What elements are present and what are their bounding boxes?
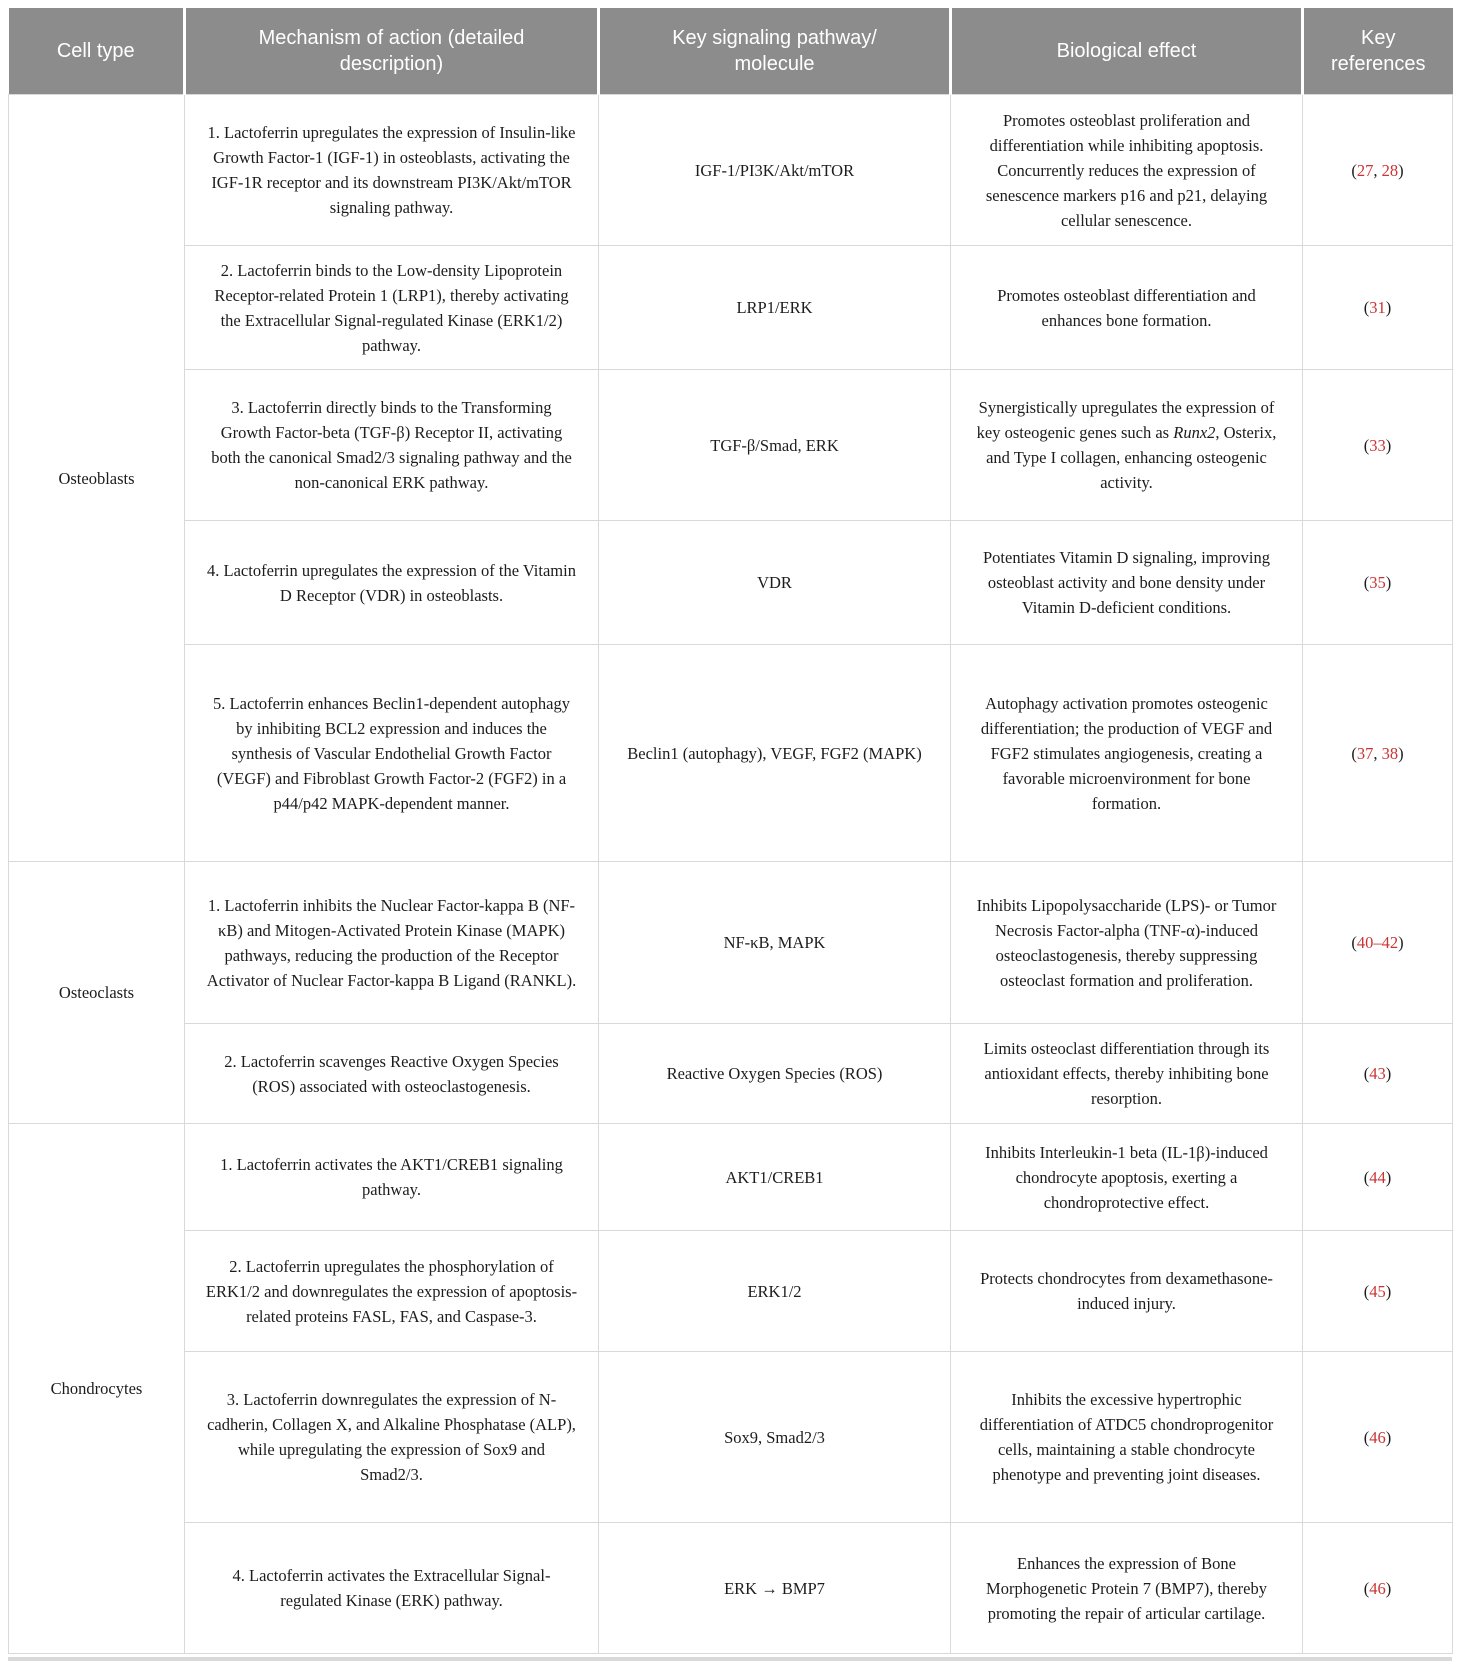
header-pathway-label: Key signaling pathway/ molecule [672, 27, 877, 75]
key-references-cell [1303, 645, 1453, 862]
biological-effect-cell: Enhances the expression of Bone Morphogenetic Protein 7 (BMP7), thereby promoting the repair of articular cartilage. [951, 1523, 1303, 1654]
table-row [9, 862, 1453, 1024]
table-row [9, 1352, 1453, 1523]
reference-punctuation: ( [1363, 1064, 1370, 1083]
mechanism-table [8, 8, 1453, 1654]
pathway-cell: IGF-1/PI3K/Akt/mTOR [599, 95, 951, 246]
reference-link[interactable]: 33 [1369, 435, 1386, 455]
mechanism-cell: 2. Lactoferrin upregulates the phosphorylation of ERK1/2 and downregulates the expression of apoptosis-related proteins FASL, FAS, and Caspase-3. [185, 1231, 599, 1352]
reference-punctuation: ( [1351, 933, 1357, 952]
reference-punctuation: ( [1363, 1578, 1370, 1598]
table-row [9, 95, 1453, 246]
key-references-cell [1303, 862, 1453, 1024]
mechanism-cell: 4. Lactoferrin upregulates the expression of the Vitamin D Receptor (VDR) in osteoblasts. [185, 521, 599, 645]
mechanism-cell: 1. Lactoferrin inhibits the Nuclear Factor-kappa B (NF-κB) and Mitogen-Activated Protein Kinase (MAPK) pathways, reducing the production of the Receptor Activator of Nuclear Factor-kappa B Ligand (RANKL). [185, 862, 599, 1024]
mechanism-cell: 2. Lactoferrin binds to the Low-density Lipoprotein Receptor-related Protein 1 (LRP1), thereby activating the Extracellular Signal-regulated Kinase (ERK1/2) pathway. [185, 246, 599, 370]
reference-punctuation: ( [1363, 1167, 1370, 1187]
key-references-cell [1303, 1352, 1453, 1523]
reference-punctuation: ) [1385, 1427, 1392, 1447]
reference-punctuation: ( [1363, 435, 1370, 455]
reference-punctuation: ) [1385, 435, 1392, 455]
biological-effect-cell: Promotes osteoblast proliferation and differentiation while inhibiting apoptosis. Concurrently reduces the expression of senescence markers p16 and p21, delaying cellular senescence. [951, 95, 1303, 246]
reference-link[interactable]: 43 [1369, 1064, 1386, 1083]
header-cell-type [9, 8, 185, 95]
reference-link[interactable]: 37 [1356, 743, 1374, 763]
pathway-cell: LRP1/ERK [599, 246, 951, 370]
reference-punctuation: ) [1385, 573, 1392, 592]
biological-effect-cell: Inhibits Interleukin-1 beta (IL-1β)-induced chondrocyte apoptosis, exerting a chondroprotective effect. [951, 1124, 1303, 1231]
header-cell-type-label: Cell type [56, 40, 135, 62]
biological-effect-cell: Limits osteoclast differentiation through its antioxidant effects, thereby inhibiting bone resorption. [951, 1024, 1303, 1124]
header-mechanism-label: Mechanism of action (detailed description) [258, 27, 525, 75]
reference-punctuation: ( [1363, 298, 1370, 317]
reference-punctuation: ) [1385, 1281, 1392, 1301]
key-references-cell [1303, 521, 1453, 645]
key-references-cell [1303, 95, 1453, 246]
reference-punctuation: ) [1398, 933, 1404, 952]
header-references [1303, 8, 1453, 95]
pathway-cell: Reactive Oxygen Species (ROS) [599, 1024, 951, 1124]
reference-punctuation: , [1373, 743, 1382, 763]
table-row [9, 1024, 1453, 1124]
key-references-cell [1303, 1231, 1453, 1352]
cell-type-label-chondrocytes: Chondrocytes [9, 1124, 185, 1654]
biological-effect-cell: Protects chondrocytes from dexamethasone-induced injury. [951, 1231, 1303, 1352]
mechanism-cell: 5. Lactoferrin enhances Beclin1-dependent autophagy by inhibiting BCL2 expression and induces the synthesis of Vascular Endothelial Growth Factor (VEGF) and Fibroblast Growth Factor-2 (FGF2) in a p44/p42 MAPK-dependent manner. [185, 645, 599, 862]
header-row [9, 8, 1453, 95]
reference-punctuation: ( [1351, 743, 1357, 763]
key-references-cell [1303, 1523, 1453, 1654]
reference-link[interactable]: 28 [1381, 160, 1399, 180]
table-bottom-rule [8, 1657, 1452, 1661]
header-effect-label: Biological effect [1056, 40, 1197, 62]
pathway-cell: VDR [599, 521, 951, 645]
table-row [9, 1231, 1453, 1352]
biological-effect-cell: Synergistically upregulates the expression of key osteogenic genes such as Runx2, Osterix, and Type I collagen, enhancing osteogenic activity. [951, 370, 1303, 521]
reference-punctuation: ) [1385, 1578, 1392, 1598]
reference-punctuation: ) [1398, 160, 1404, 180]
biological-effect-cell: Inhibits the excessive hypertrophic differentiation of ATDC5 chondroprogenitor cells, maintaining a stable chondrocyte phenotype and preventing joint diseases. [951, 1352, 1303, 1523]
biological-effect-cell: Promotes osteoblast differentiation and enhances bone formation. [951, 246, 1303, 370]
reference-link[interactable]: 45 [1369, 1281, 1386, 1301]
pathway-cell: Beclin1 (autophagy), VEGF, FGF2 (MAPK) [599, 645, 951, 862]
pathway-cell: ERK1/2 [599, 1231, 951, 1352]
cell-type-label-osteoblasts: Osteoblasts [9, 95, 185, 862]
table-row [9, 645, 1453, 862]
biological-effect-cell: Autophagy activation promotes osteogenic differentiation; the production of VEGF and FGF2 stimulates angiogenesis, creating a favorable microenvironment for bone formation. [951, 645, 1303, 862]
key-references-cell [1303, 1024, 1453, 1124]
reference-link[interactable]: 44 [1369, 1167, 1386, 1187]
mechanism-cell: 3. Lactoferrin downregulates the expression of N-cadherin, Collagen X, and Alkaline Phosphatase (ALP), while upregulating the expression of Sox9 and Smad2/3. [185, 1352, 599, 1523]
header-mechanism [185, 8, 599, 95]
table-row [9, 1124, 1453, 1231]
reference-link[interactable]: 46 [1369, 1578, 1386, 1598]
key-references-cell [1303, 1124, 1453, 1231]
biological-effect-cell: Inhibits Lipopolysaccharide (LPS)- or Tumor Necrosis Factor-alpha (TNF-α)-induced osteoclastogenesis, thereby suppressing osteoclast formation and proliferation. [951, 862, 1303, 1024]
pathway-cell: TGF-β/Smad, ERK [599, 370, 951, 521]
reference-punctuation: ) [1385, 298, 1392, 317]
reference-link[interactable]: 38 [1381, 743, 1399, 763]
table-row [9, 370, 1453, 521]
reference-punctuation: ) [1398, 743, 1404, 763]
header-effect [951, 8, 1303, 95]
biological-effect-cell: Potentiates Vitamin D signaling, improving osteoblast activity and bone density under Vitamin D-deficient conditions. [951, 521, 1303, 645]
key-references-cell [1303, 246, 1453, 370]
pathway-cell: Sox9, Smad2/3 [599, 1352, 951, 1523]
table-header [9, 8, 1453, 95]
mechanism-cell: 4. Lactoferrin activates the Extracellular Signal-regulated Kinase (ERK) pathway. [185, 1523, 599, 1654]
reference-punctuation: ) [1385, 1064, 1392, 1083]
cell-type-label-osteoclasts: Osteoclasts [9, 862, 185, 1124]
reference-punctuation: ( [1363, 573, 1370, 592]
key-references-cell [1303, 370, 1453, 521]
mechanism-cell: 1. Lactoferrin upregulates the expression of Insulin-like Growth Factor-1 (IGF-1) in osteoblasts, activating the IGF-1R receptor and its downstream PI3K/Akt/mTOR signaling pathway. [185, 95, 599, 246]
reference-link[interactable]: 40–42 [1356, 933, 1399, 952]
table-row [9, 521, 1453, 645]
reference-link[interactable]: 27 [1356, 160, 1374, 180]
italic-gene-name: Runx2 [1173, 423, 1216, 442]
mechanism-cell: 1. Lactoferrin activates the AKT1/CREB1 signaling pathway. [185, 1124, 599, 1231]
reference-link[interactable]: 35 [1369, 573, 1386, 592]
reference-punctuation: , [1373, 160, 1382, 180]
pathway-cell: AKT1/CREB1 [599, 1124, 951, 1231]
reference-link[interactable]: 46 [1369, 1427, 1386, 1447]
table-body [9, 95, 1453, 1654]
pathway-cell: ERK → BMP7 [599, 1523, 951, 1654]
mechanism-cell: 3. Lactoferrin directly binds to the Transforming Growth Factor-beta (TGF-β) Receptor II, activating both the canonical Smad2/3 signaling pathway and the non-canonical ERK pathway. [185, 370, 599, 521]
mechanism-cell: 2. Lactoferrin scavenges Reactive Oxygen Species (ROS) associated with osteoclastogenesis. [185, 1024, 599, 1124]
table-row [9, 1523, 1453, 1654]
reference-punctuation: ( [1363, 1427, 1370, 1447]
reference-punctuation: ( [1351, 160, 1357, 180]
table-row [9, 246, 1453, 370]
header-pathway [599, 8, 951, 95]
header-references-label: Key references [1331, 27, 1426, 75]
reference-punctuation: ( [1363, 1281, 1370, 1301]
reference-punctuation: ) [1385, 1167, 1392, 1187]
pathway-cell: NF-κB, MAPK [599, 862, 951, 1024]
reference-link[interactable]: 31 [1369, 298, 1386, 317]
